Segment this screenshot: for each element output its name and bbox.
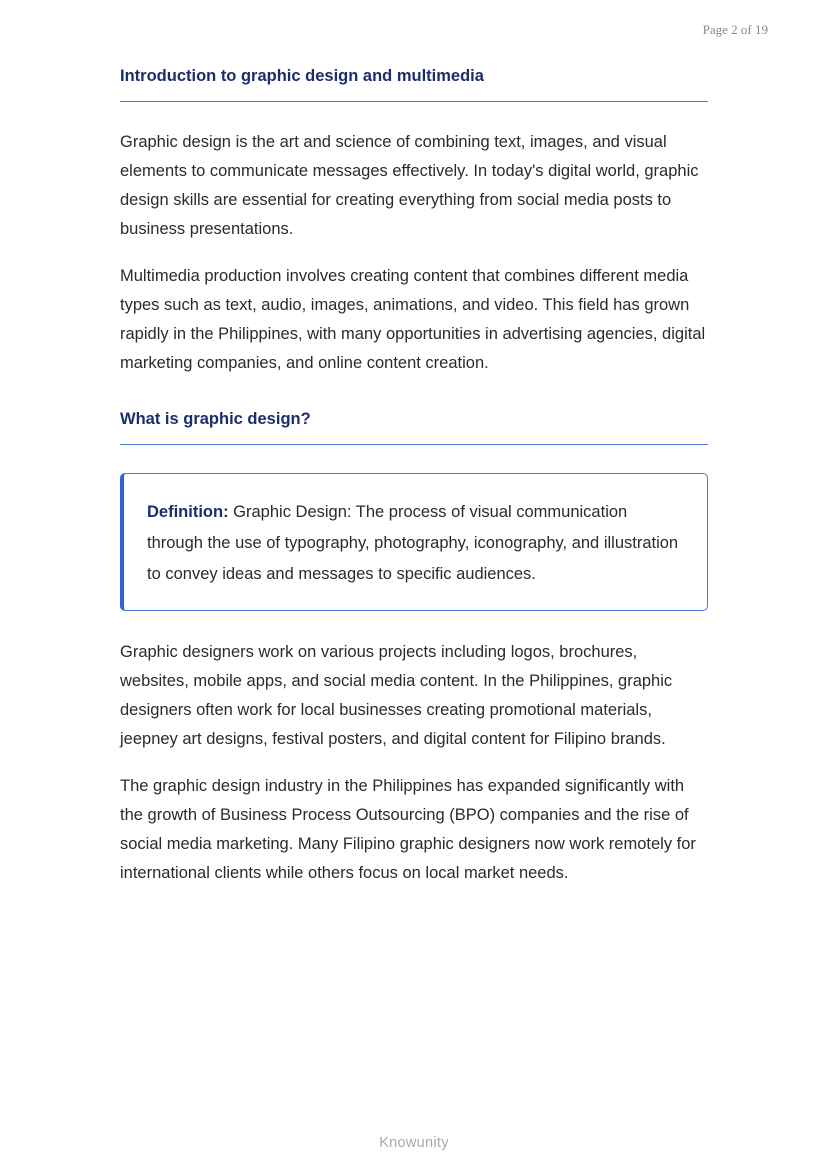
paragraph: Graphic design is the art and science of combining text, images, and visual elements to communicate messages effectively. In today's digital world, graphic design skills are essential for creating everything from social media posts to business presentations. xyxy=(120,133,699,238)
paragraph: Graphic designers work on various projects including logos, brochures, websites, mobile apps, and social media content. In the Philippines, graphic designers often work for local businesses creating promotional materials, jeepney art designs, festival posters, and digital content for Filipino brands. xyxy=(120,643,673,748)
section-heading-what-is: What is graphic design? xyxy=(120,407,708,445)
definition-box xyxy=(120,473,708,611)
document-body xyxy=(120,64,708,888)
definition-label: Definition: xyxy=(147,503,229,521)
paragraph: Multimedia production involves creating content that combines different media types such as text, audio, images, animations, and video. This field has grown rapidly in the Philippines, with many opportunities in advertising agencies, digital marketing companies, and online content creation. xyxy=(120,267,706,372)
page-number: Page 2 of 19 xyxy=(702,22,768,37)
footer-brand: Knowunity xyxy=(379,1135,449,1151)
definition-text xyxy=(147,497,683,590)
paragraph: The graphic design industry in the Philippines has expanded significantly with the growth of Business Process Outsourcing (BPO) companies and the rise of social media marketing. Many Filipino graphic designers now work remotely for international clients while others focus on local market needs. xyxy=(120,777,696,882)
definition-body: Graphic Design: The process of visual communication through the use of typography, photography, iconography, and illustration to convey ideas and messages to specific audiences. xyxy=(147,503,679,583)
section-heading-intro: Introduction to graphic design and multimedia xyxy=(120,64,708,102)
